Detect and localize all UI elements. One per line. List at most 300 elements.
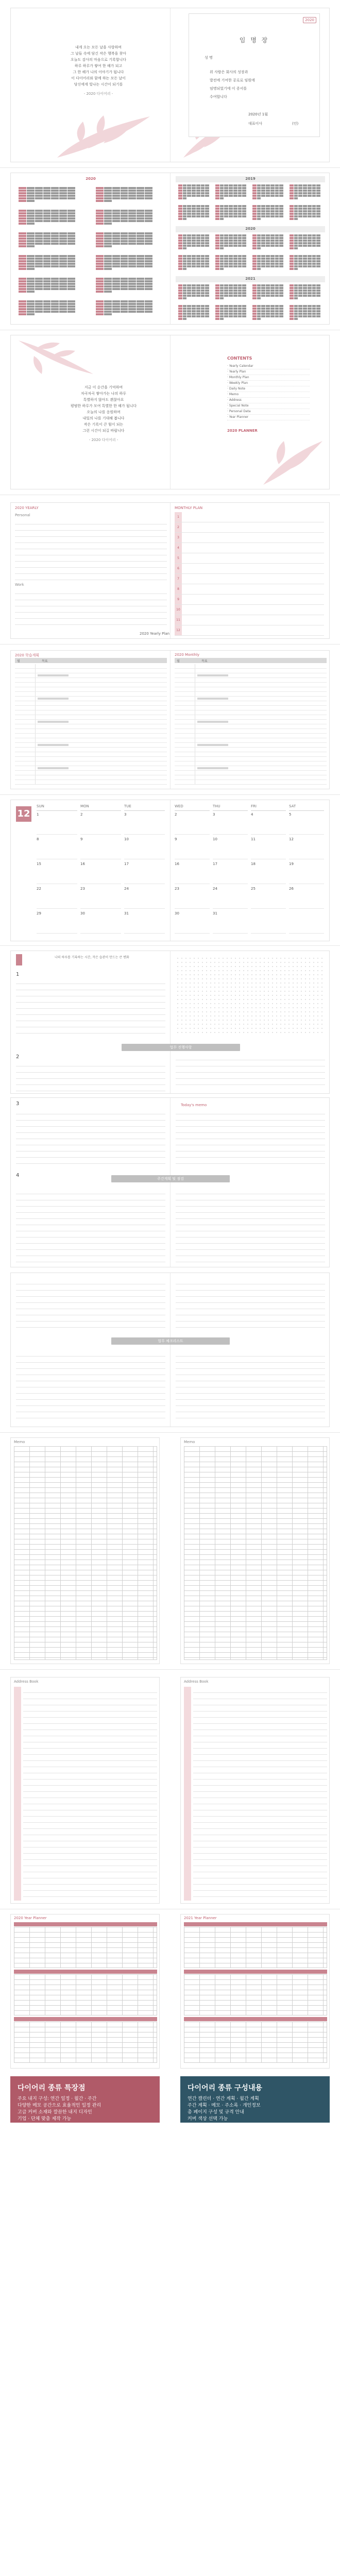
day-cell (252, 255, 257, 257)
day-cell (128, 260, 136, 262)
day-cell (51, 278, 59, 280)
row-marker (15, 752, 36, 756)
day-cell (229, 195, 233, 197)
day-cell (242, 205, 246, 207)
day-cell (266, 187, 270, 189)
day-cell (266, 308, 270, 310)
mini-month (19, 299, 75, 315)
day-cell (96, 238, 104, 240)
day-cell (261, 247, 265, 249)
day-cell (192, 240, 196, 242)
day-cell (104, 217, 112, 219)
row-marker (15, 734, 36, 738)
day-cell (43, 280, 51, 282)
day-cell (67, 263, 75, 265)
day-cell (312, 308, 316, 310)
day-cell (261, 213, 265, 215)
day-cell (275, 215, 279, 217)
day-cell (224, 184, 228, 187)
day-cell (233, 240, 237, 242)
day-cell (178, 184, 182, 187)
day-cell (145, 217, 152, 219)
day-cell (215, 208, 219, 210)
day-cell (145, 278, 152, 280)
day-cell (128, 223, 136, 225)
day-cell (205, 210, 209, 212)
day-cell (238, 218, 242, 220)
table-row (175, 771, 327, 775)
date-number: 9 (175, 837, 177, 841)
day-cell (43, 215, 51, 217)
day-cell (128, 200, 136, 202)
day-cell (270, 208, 275, 210)
day-cell (242, 310, 246, 312)
day-cell (266, 260, 270, 262)
day-cell (27, 288, 35, 290)
table-row (175, 669, 327, 673)
day-cell (229, 315, 233, 317)
day-cell (316, 313, 320, 315)
day-cell (205, 195, 209, 197)
day-cell (35, 210, 43, 212)
day-cell (201, 234, 205, 236)
day-cell (128, 220, 136, 222)
day-cell (51, 200, 59, 202)
day-cell (205, 290, 209, 292)
day-cell (67, 217, 75, 219)
day-cell (266, 195, 270, 197)
day-cell (59, 223, 67, 225)
day-cell (312, 268, 316, 270)
day-cell (145, 190, 152, 192)
band-line: 총 페이지 구성 및 규격 안내 (188, 2110, 244, 2115)
day-cell (229, 237, 233, 239)
day-cell (316, 184, 320, 187)
day-grid (252, 184, 283, 199)
day-cell (112, 303, 120, 305)
day-cell (224, 258, 228, 260)
day-cell (121, 215, 128, 217)
day-cell (27, 220, 35, 222)
day-grid (290, 255, 320, 270)
day-cell (303, 268, 307, 270)
day-cell (35, 240, 43, 242)
day-grid (19, 210, 75, 225)
table-row (15, 761, 167, 766)
day-cell (229, 284, 233, 286)
day-column (251, 810, 286, 937)
day-cell (96, 263, 104, 265)
day-cell (96, 291, 104, 293)
day-cell (128, 210, 136, 212)
day-cell (59, 197, 67, 199)
day-cell (35, 200, 43, 202)
day-cell (316, 297, 320, 299)
day-cell (303, 290, 307, 292)
day-cell (27, 263, 35, 265)
day-cell (59, 260, 67, 262)
day-cell (96, 288, 104, 290)
spread-gutter (170, 1273, 171, 1427)
month-number: 12 (16, 806, 31, 822)
day-cell (137, 308, 144, 310)
day-cell (19, 308, 26, 310)
day-cell (252, 245, 257, 247)
day-cell (112, 313, 120, 315)
day-cell (59, 268, 67, 270)
day-cell (298, 247, 302, 249)
day-cell (294, 210, 298, 212)
day-cell (137, 300, 144, 302)
day-cell (312, 242, 316, 244)
day-cell (275, 313, 279, 315)
day-cell (312, 218, 316, 220)
day-cell (229, 263, 233, 265)
day-cell (201, 192, 205, 194)
day-cell (187, 318, 191, 320)
section-pill: 주간계획 및 점검 (111, 1175, 230, 1182)
day-cell (112, 291, 120, 293)
day-cell (145, 291, 152, 293)
day-cell (308, 237, 312, 239)
day-cell (298, 295, 302, 297)
day-cell (35, 283, 43, 285)
day-cell (261, 205, 265, 207)
day-cell (316, 318, 320, 320)
week-divider (80, 834, 121, 835)
row-fill (197, 698, 228, 700)
day-cell (294, 213, 298, 215)
day-cell (261, 297, 265, 299)
day-cell (220, 190, 224, 192)
day-cell (128, 311, 136, 313)
week-divider (37, 933, 77, 934)
day-cell (51, 220, 59, 222)
day-cell (128, 243, 136, 245)
day-cell (294, 240, 298, 242)
day-cell (316, 247, 320, 249)
table-row (175, 734, 327, 738)
day-cell (220, 297, 224, 299)
mini-month (96, 231, 152, 247)
day-cell (196, 258, 200, 260)
day-cell (178, 268, 182, 270)
card-title: 임 명 장 (239, 37, 269, 44)
plan-table-spread (10, 650, 330, 789)
month-row (175, 564, 324, 574)
day-cell (112, 243, 120, 245)
day-cell (205, 265, 209, 267)
day-cell (257, 187, 261, 189)
day-cell (27, 291, 35, 293)
day-cell (290, 313, 294, 315)
day-cell (183, 218, 187, 220)
day-cell (59, 285, 67, 287)
day-cell (104, 278, 112, 280)
day-cell (270, 292, 275, 294)
mini-month (252, 204, 283, 220)
day-cell (252, 318, 257, 320)
day-cell (96, 280, 104, 282)
day-cell (257, 315, 261, 317)
day-cell (201, 292, 205, 294)
day-cell (220, 315, 224, 317)
day-cell (192, 215, 196, 217)
week-divider (37, 908, 77, 909)
day-cell (187, 297, 191, 299)
day-cell (290, 184, 294, 187)
day-cell (242, 258, 246, 260)
day-cell (137, 235, 144, 237)
day-grid (215, 305, 246, 320)
day-cell (270, 290, 275, 292)
day-cell (279, 315, 283, 317)
day-cell (308, 268, 312, 270)
day-cell (178, 215, 182, 217)
day-cell (308, 247, 312, 249)
spread-gutter (170, 951, 171, 1093)
day-cell (43, 258, 51, 260)
month-row (175, 595, 324, 605)
day-cell (229, 260, 233, 262)
day-cell (183, 260, 187, 262)
day-cell (27, 192, 35, 194)
day-cell (220, 308, 224, 310)
day-cell (35, 215, 43, 217)
day-cell (316, 263, 320, 265)
planner-cells (184, 2022, 327, 2063)
day-cell (290, 297, 294, 299)
day-cell (270, 318, 275, 320)
band-line: 기업 · 단체 맞춤 제작 가능 (18, 2116, 72, 2122)
day-cell (233, 305, 237, 307)
day-cell (303, 210, 307, 212)
day-cell (238, 205, 242, 207)
day-cell (261, 260, 265, 262)
day-cell (270, 315, 275, 317)
day-cell (19, 288, 26, 290)
day-cell (294, 263, 298, 265)
day-cell (19, 197, 26, 199)
day-cell (67, 291, 75, 293)
day-cell (128, 308, 136, 310)
day-cell (242, 305, 246, 307)
day-cell (298, 287, 302, 289)
day-cell (205, 318, 209, 320)
day-cell (316, 245, 320, 247)
day-grid (96, 255, 152, 270)
day-cell (137, 197, 144, 199)
day-cell (104, 192, 112, 194)
planner-month-band (14, 2017, 157, 2021)
day-cell (270, 258, 275, 260)
day-cell (257, 215, 261, 217)
day-cell (229, 290, 233, 292)
day-cell (205, 242, 209, 244)
table-row (175, 766, 327, 771)
day-cell (205, 208, 209, 210)
section-pill: 업무 진행사항 (122, 1044, 240, 1051)
day-cell (252, 208, 257, 210)
day-cell (121, 243, 128, 245)
day-cell (316, 190, 320, 192)
day-cell (270, 234, 275, 236)
day-cell (257, 287, 261, 289)
day-cell (27, 212, 35, 214)
day-cell (121, 278, 128, 280)
day-cell (290, 310, 294, 312)
day-cell (279, 308, 283, 310)
week-divider (213, 933, 248, 934)
day-cell (51, 255, 59, 257)
day-cell (67, 303, 75, 305)
day-cell (137, 212, 144, 214)
day-cell (298, 297, 302, 299)
day-grid (178, 184, 209, 199)
day-cell (145, 200, 152, 202)
day-cell (128, 278, 136, 280)
mini-month (215, 283, 246, 299)
day-cell (35, 243, 43, 245)
day-cell (183, 245, 187, 247)
day-cell (51, 258, 59, 260)
day-cell (121, 303, 128, 305)
day-cell (112, 311, 120, 313)
month-row (175, 625, 324, 636)
day-cell (312, 240, 316, 242)
day-cell (257, 265, 261, 267)
planner-cells (184, 1927, 327, 1968)
day-cell (224, 295, 228, 297)
day-cell (266, 297, 270, 299)
day-cell (252, 308, 257, 310)
day-cell (238, 240, 242, 242)
day-cell (43, 308, 51, 310)
day-cell (96, 200, 104, 202)
day-cell (192, 295, 196, 297)
day-cell (104, 232, 112, 234)
day-cell (19, 303, 26, 305)
day-cell (121, 283, 128, 285)
day-cell (196, 313, 200, 315)
ruled-lines (16, 1060, 165, 1091)
day-cell (229, 313, 233, 315)
day-cell (59, 263, 67, 265)
day-cell (192, 263, 196, 265)
body-line: 위 사람은 회사의 성장과 (210, 70, 248, 74)
day-cell (229, 305, 233, 307)
table-row (15, 743, 167, 748)
day-cell (205, 213, 209, 215)
day-cell (178, 297, 182, 299)
day-cell (270, 265, 275, 267)
day-cell (196, 247, 200, 249)
day-cell (290, 295, 294, 297)
day-cell (104, 306, 112, 308)
day-cell (303, 215, 307, 217)
row-marker (15, 683, 36, 687)
day-cell (67, 255, 75, 257)
date-number: 10 (124, 837, 129, 841)
day-cell (187, 284, 191, 286)
date-number: 24 (124, 887, 129, 891)
day-cell (270, 305, 275, 307)
day-cell (121, 192, 128, 194)
day-cell (316, 268, 320, 270)
month-row (175, 584, 324, 595)
day-cell (51, 215, 59, 217)
day-cell (238, 318, 242, 320)
day-cell (145, 223, 152, 225)
day-cell (43, 263, 51, 265)
day-cell (294, 305, 298, 307)
row-fill (38, 674, 69, 676)
row-fill (38, 698, 69, 700)
day-cell (137, 280, 144, 282)
day-cell (205, 258, 209, 260)
day-cell (137, 265, 144, 267)
day-cell (19, 283, 26, 285)
day-number: 3 (16, 1101, 20, 1107)
day-cell (257, 297, 261, 299)
day-cell (220, 242, 224, 244)
day-cell (96, 210, 104, 212)
yearly-plan-spread (10, 502, 330, 639)
day-cell (298, 234, 302, 236)
day-cell (294, 197, 298, 199)
day-cell (294, 234, 298, 236)
day-cell (308, 205, 312, 207)
day-cell (67, 243, 75, 245)
day-cell (96, 300, 104, 302)
day-cell (252, 218, 257, 220)
week-divider (175, 933, 210, 934)
day-cell (220, 208, 224, 210)
day-cell (104, 285, 112, 287)
day-cell (303, 318, 307, 320)
day-cell (43, 268, 51, 270)
month-row (175, 553, 324, 564)
poem-line: 당신에게 빛나는 시간이 되기를 (74, 82, 123, 87)
row-marker (175, 780, 195, 784)
day-cell (201, 255, 205, 257)
day-cell (51, 240, 59, 242)
day-cell (59, 278, 67, 280)
day-cell (51, 291, 59, 293)
day-cell (266, 184, 270, 187)
day-cell (290, 187, 294, 189)
table-row (15, 752, 167, 757)
day-cell (298, 284, 302, 286)
day-cell (303, 247, 307, 249)
weekly-header: 나의 하루를 기록하는 시간, 작은 습관이 만드는 큰 변화 (55, 956, 129, 959)
week-divider (213, 908, 248, 909)
day-cell (224, 234, 228, 236)
row-marker (15, 692, 36, 696)
week-divider (80, 908, 121, 909)
contents-item: · Address (227, 398, 310, 403)
day-cell (266, 295, 270, 297)
day-cell (257, 184, 261, 187)
day-cell (252, 292, 257, 294)
planner-cells (14, 1927, 157, 1968)
day-cell (252, 215, 257, 217)
day-cell (215, 205, 219, 207)
day-cell (238, 195, 242, 197)
day-cell (242, 192, 246, 194)
day-cell (308, 208, 312, 210)
day-cell (261, 237, 265, 239)
